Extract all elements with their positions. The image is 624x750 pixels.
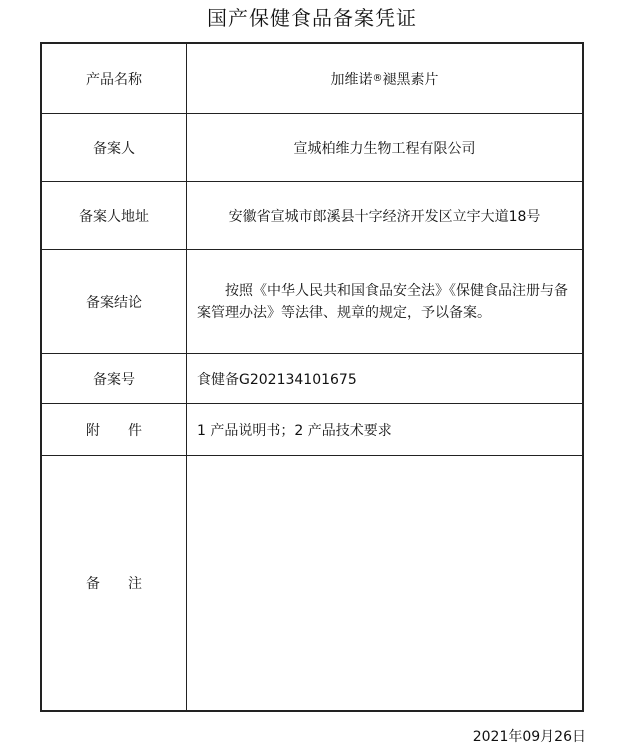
certificate-table xyxy=(40,42,584,712)
row-filer xyxy=(42,114,582,182)
row-filer-address xyxy=(42,182,582,250)
remarks-label: 备 注 xyxy=(42,456,187,710)
row-product-name xyxy=(42,44,582,114)
product-name-label: 产品名称 xyxy=(42,44,187,113)
filer-address-label: 备案人地址 xyxy=(42,182,187,249)
product-name-suffix: 褪黑素片 xyxy=(382,71,439,88)
filer-label: 备案人 xyxy=(42,114,187,181)
conclusion-label: 备案结论 xyxy=(42,250,187,353)
issue-date: 2021年09月26日 xyxy=(472,729,586,745)
filing-number-label: 备案号 xyxy=(42,354,187,403)
conclusion-value: 按照《中华人民共和国食品安全法》《保健食品注册与备案管理办法》等法律、规章的规定，予以备案。 xyxy=(197,282,568,321)
remarks-value xyxy=(187,456,582,710)
filer-address-value: 安徽省宣城市郎溪县十字经济开发区立宇大道18号 xyxy=(228,208,541,225)
conclusion-value-cell xyxy=(187,250,582,353)
product-name-value: 加维诺 ® 褪黑素片 xyxy=(187,44,582,113)
document-title: 国产保健食品备案凭证 xyxy=(207,6,417,30)
row-filing-number xyxy=(42,354,582,404)
filing-number-value: 食健备G202134101675 xyxy=(197,371,357,388)
attachments-label: 附 件 xyxy=(42,404,187,455)
row-remarks xyxy=(42,456,582,710)
attachments-value: 1 产品说明书；2 产品技术要求 xyxy=(197,422,392,439)
filer-value: 宣城柏维力生物工程有限公司 xyxy=(293,140,476,157)
row-attachments xyxy=(42,404,582,456)
product-name-prefix: 加维诺 xyxy=(330,71,373,88)
row-conclusion xyxy=(42,250,582,354)
